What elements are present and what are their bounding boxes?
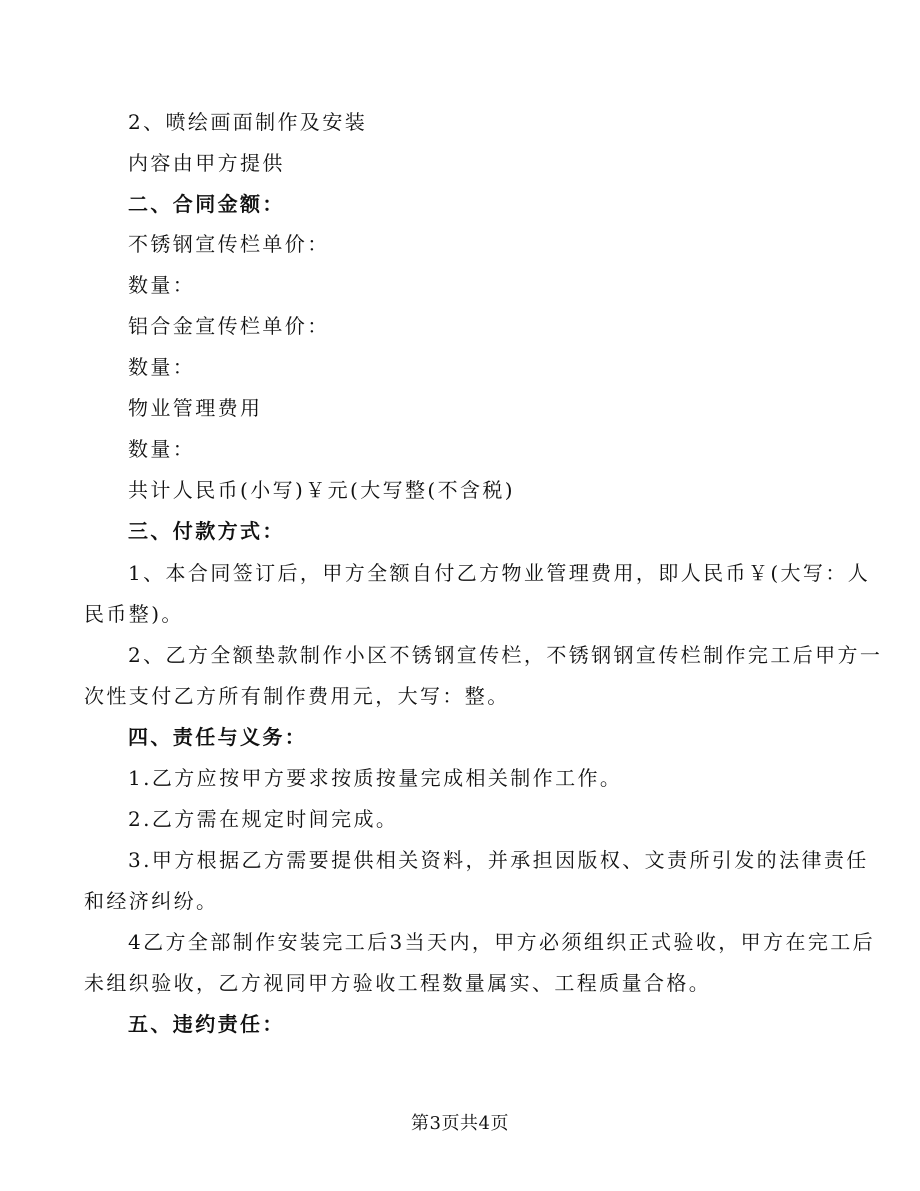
duty-clause-3-line-2: 和经济纠纷。	[84, 889, 219, 913]
page-number-footer: 第3页共4页	[411, 1113, 509, 1134]
total-amount-line: 共计人民币(小写)￥元(大写整(不含税)	[128, 478, 516, 502]
payment-clause-2-line-2: 次性支付乙方所有制作费用元，大写：整。	[84, 684, 510, 708]
duty-clause-2: 2.乙方需在规定时间完成。	[128, 807, 399, 831]
quantity-line-2: 数量：	[128, 355, 196, 379]
duty-clause-4-line-1: 4乙方全部制作安装完工后3当天内，甲方必须组织正式验收，甲方在完工后	[128, 930, 876, 954]
property-fee-line: 物业管理费用	[128, 396, 263, 420]
content-provider-line: 内容由甲方提供	[128, 151, 285, 175]
stainless-unit-price-line: 不锈钢宣传栏单价：	[128, 232, 330, 256]
payment-clause-1-line-1: 1、本合同签订后，甲方全额自付乙方物业管理费用，即人民币￥(大写：人	[128, 561, 871, 585]
payment-clause-1-line-2: 民币整)。	[84, 602, 184, 626]
quantity-line-3: 数量：	[128, 437, 196, 461]
section-heading-contract-amount: 二、合同金额：	[128, 192, 285, 216]
section-heading-payment: 三、付款方式：	[128, 519, 285, 543]
duty-clause-4-line-2: 未组织验收，乙方视同甲方验收工程数量属实、工程质量合格。	[84, 971, 712, 995]
item-2-printing: 2、喷绘画面制作及安装	[128, 110, 368, 134]
duty-clause-3-line-1: 3.甲方根据乙方需要提供相关资料，并承担因版权、文责所引发的法律责任	[128, 848, 869, 872]
aluminum-unit-price-line: 铝合金宣传栏单价：	[128, 314, 330, 338]
section-heading-liability: 五、违约责任：	[128, 1012, 285, 1036]
payment-clause-2-line-1: 2、乙方全额垫款制作小区不锈钢宣传栏，不锈钢钢宣传栏制作完工后甲方一	[128, 643, 883, 667]
duty-clause-1: 1.乙方应按甲方要求按质按量完成相关制作工作。	[128, 766, 623, 790]
quantity-line-1: 数量：	[128, 273, 196, 297]
section-heading-duties: 四、责任与义务：	[128, 725, 308, 749]
